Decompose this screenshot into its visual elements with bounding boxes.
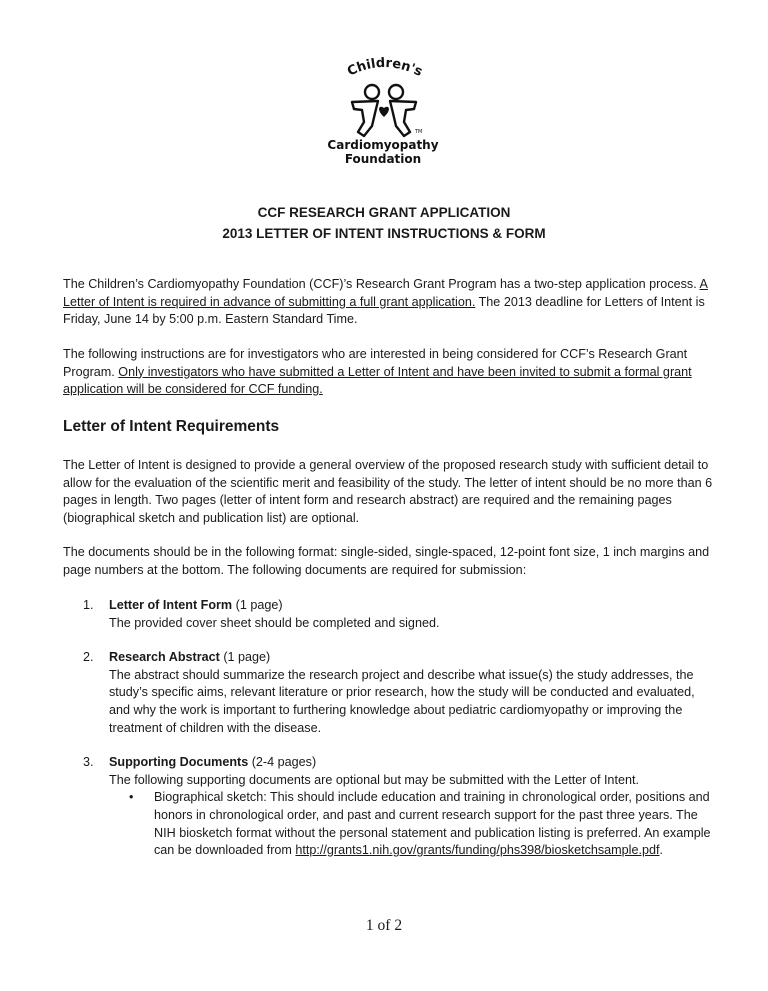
- item-number: 3.: [83, 755, 94, 770]
- item-title: Letter of Intent Form: [109, 598, 233, 612]
- item-title: Supporting Documents: [109, 755, 249, 770]
- item-number: 2.: [83, 650, 94, 665]
- intro-p2-text: The following instructions are for investigators who are interested in being considered for CCF’s Research Grant Program.: [63, 347, 688, 379]
- list-item: [63, 754, 713, 860]
- svg-text:Children's: [345, 56, 425, 80]
- intro-p1-text: The Children’s Cardiomyopathy Foundation (CCF)’s Research Grant Program has a two-step application process.: [63, 277, 700, 291]
- section-heading: Letter of Intent Requirements: [63, 418, 280, 435]
- item-description: The abstract should summarize the research project and describe what issue(s) the study addresses, the study’s specific aims, relevant literature or prior research, how the study will be conducted and evaluated, and why the work is important to furthering knowledge about pediatric cardiomyopathy or improving the treatment of children with the disease.: [109, 667, 695, 735]
- intro-paragraph-2: [63, 346, 713, 399]
- foundation-logo: [318, 50, 448, 170]
- sub-list-item: [109, 789, 713, 859]
- title-line-2: 2013 LETTER OF INTENT INSTRUCTIONS & FORM: [222, 226, 546, 241]
- list-item: [63, 597, 713, 632]
- page-number: 1 of 2: [365, 917, 403, 934]
- item-pages: (2-4 pages): [248, 755, 317, 770]
- item-title: Research Abstract: [109, 650, 220, 665]
- item-description: The following supporting documents are optional but may be submitted with the Letter of Intent.: [109, 772, 639, 787]
- requirements-paragraph-1: The Letter of Intent is designed to provide a general overview of the proposed research study with sufficient detail to allow for the evaluation of the scientific merit and feasibility of the study. The letter of intent should be no more than 6 pages in length. Two pages (letter of intent form and research abstract) are required and the remaining pages (biographical sketch and publication list) are optional.: [63, 458, 713, 525]
- intro-p1-deadline: The 2013 deadline for Letters of Intent is Friday, June 14 by 5:00 p.m. Eastern Standard Time.: [63, 294, 705, 327]
- required-documents-list: [63, 597, 713, 877]
- logo-arc-text: Children's: [345, 55, 425, 80]
- list-item: [63, 649, 713, 737]
- bullet-icon: •: [129, 790, 134, 805]
- requirements-paragraph-2: The documents should be in the following format: single-sided, single-spaced, 12-point font size, 1 inch margins and page numbers at the bottom. The following documents are required for submission:: [63, 545, 710, 577]
- logo-tm: TM: [415, 129, 423, 135]
- biosketch-text: Biographical sketch: This should include education and training in chronological order, positions and honors in chronological order, and past and current research support for the past three years. The NIH biosketch format without the personal statement and publication listing is preferred. An example can be downloaded from: [154, 790, 711, 858]
- intro-p2-emphasis: Only investigators who have submitted a Letter of Intent and have been invited to submit a formal grant application will be considered for CCF funding.: [63, 364, 692, 397]
- biosketch-period: .: [659, 843, 663, 858]
- item-description: The provided cover sheet should be completed and signed.: [109, 615, 440, 630]
- logo-name-line1: Cardiomyopathy: [327, 138, 439, 152]
- item-pages: (1 page): [219, 650, 271, 665]
- intro-p1-emphasis: A Letter of Intent is required in advance of submitting a full grant application.: [63, 277, 708, 309]
- biosketch-link[interactable]: http://grants1.nih.gov/grants/funding/phs398/biosketchsample.pdf: [295, 843, 660, 858]
- supporting-documents-list: [109, 789, 713, 859]
- item-number: 1.: [83, 598, 94, 612]
- document-title: [0, 202, 768, 244]
- logo-name-line2: Foundation: [344, 152, 422, 166]
- title-line-1: CCF RESEARCH GRANT APPLICATION: [257, 205, 511, 220]
- item-pages: (1 page): [232, 598, 283, 612]
- intro-paragraph-1: [63, 276, 713, 329]
